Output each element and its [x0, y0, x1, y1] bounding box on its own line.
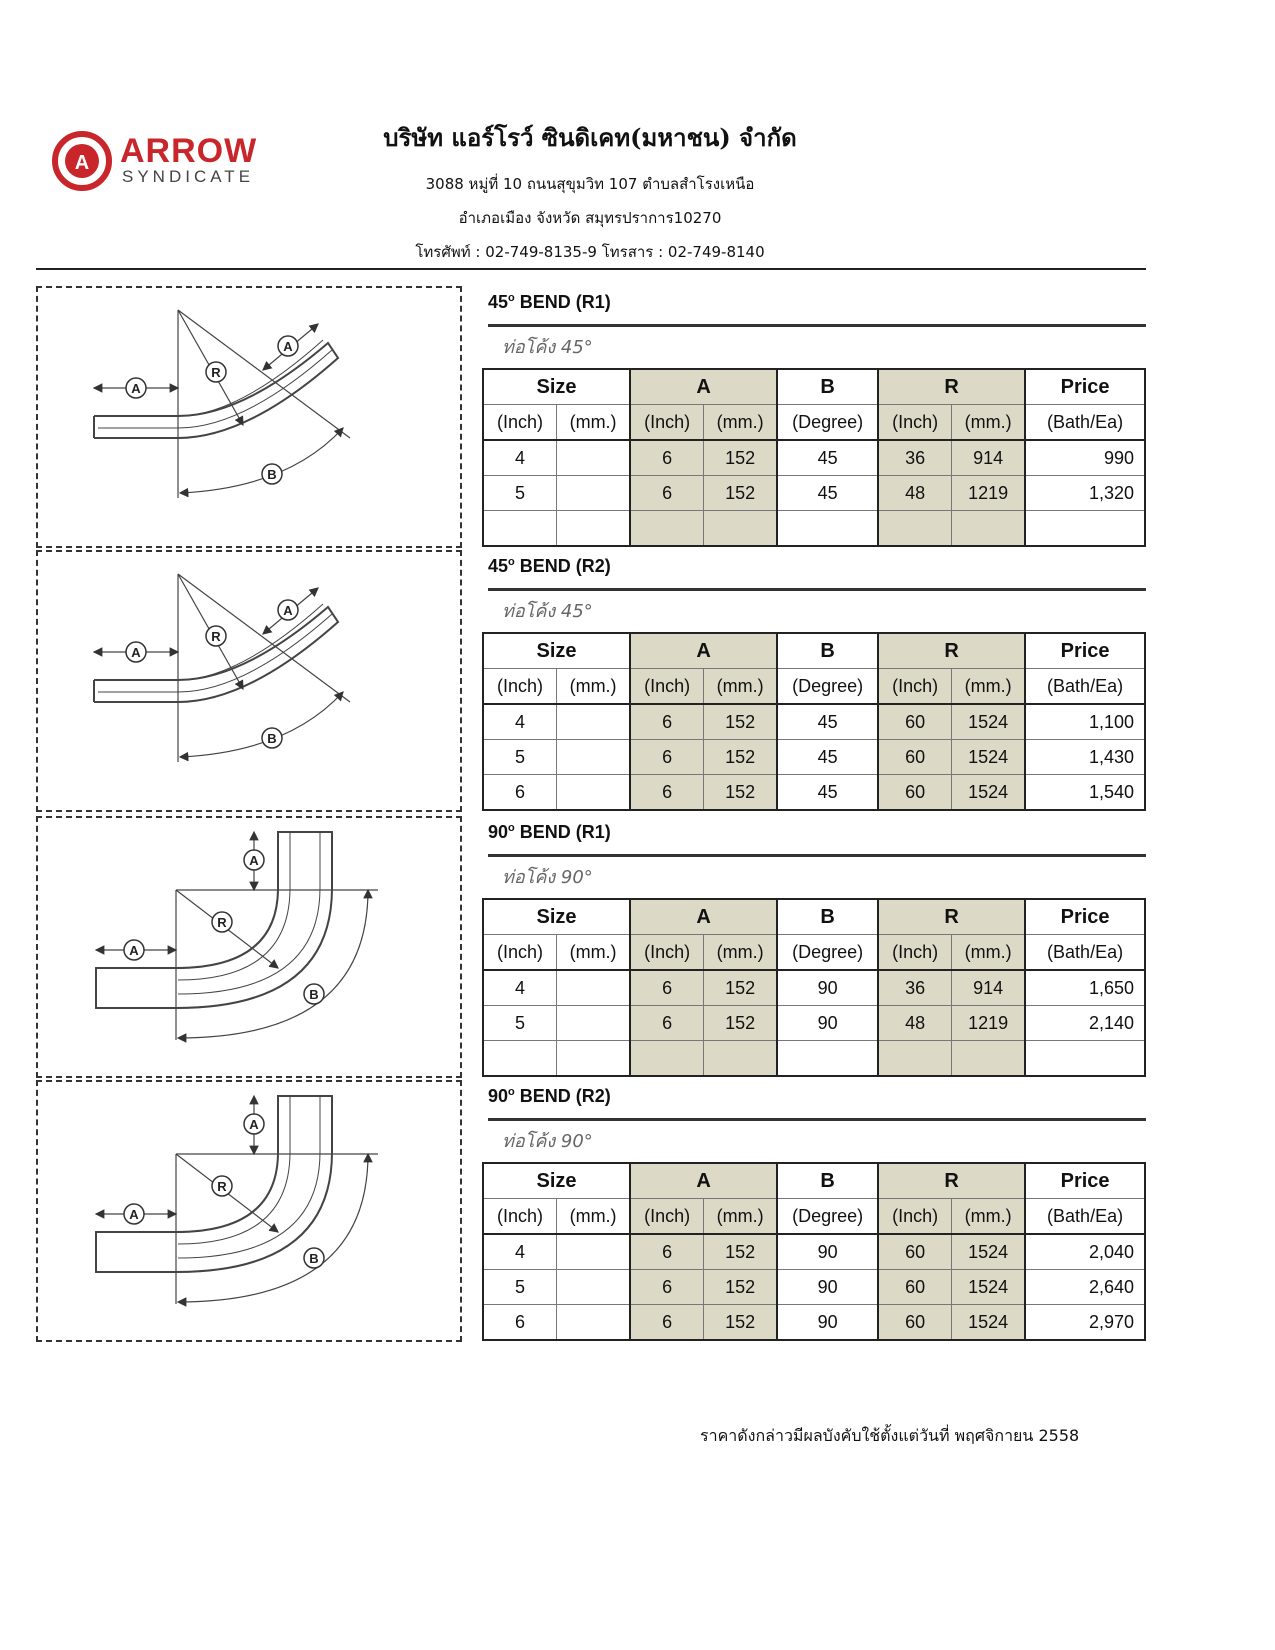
r-mm-cell: 914 — [952, 440, 1026, 476]
pipe-bend-45-drawing — [94, 310, 350, 498]
unit-inch: (Inch) — [483, 669, 557, 705]
price-cell: 1,650 — [1025, 970, 1145, 1006]
table-header-row — [483, 899, 1145, 935]
size-inch-cell: 6 — [483, 1305, 557, 1341]
size-inch-cell: 5 — [483, 1006, 557, 1041]
table-unit-row — [483, 1199, 1145, 1235]
dim-label-r — [206, 362, 226, 382]
a-inch-cell — [630, 511, 704, 547]
bend-angle: 90 — [488, 822, 509, 842]
a-mm-cell: 152 — [704, 1006, 778, 1041]
price-cell: 2,640 — [1025, 1270, 1145, 1305]
col-header-a: A — [630, 633, 777, 669]
svg-text:A: A — [249, 853, 259, 868]
r-inch-cell: 60 — [878, 1305, 952, 1341]
table-row — [483, 1234, 1145, 1270]
unit-mm: (mm.) — [557, 1199, 631, 1235]
dim-label-r — [206, 626, 226, 646]
col-header-price: Price — [1025, 899, 1145, 935]
unit-bath: (Bath/Ea) — [1025, 935, 1145, 971]
header-divider — [36, 268, 1146, 270]
dim-label-b — [304, 984, 324, 1004]
svg-text:R: R — [211, 629, 221, 644]
table-row — [483, 511, 1145, 547]
unit-inch: (Inch) — [630, 935, 704, 971]
svg-text:A: A — [249, 1117, 259, 1132]
size-mm-cell — [557, 440, 631, 476]
svg-text:A: A — [129, 943, 139, 958]
unit-inch: (Inch) — [630, 669, 704, 705]
degree-mark: o — [508, 556, 515, 568]
r-inch-cell: 36 — [878, 970, 952, 1006]
unit-mm: (mm.) — [952, 935, 1026, 971]
unit-inch: (Inch) — [483, 1199, 557, 1235]
r-inch-cell: 48 — [878, 476, 952, 511]
b-degree-cell: 90 — [777, 1305, 878, 1341]
b-degree-cell: 90 — [777, 1270, 878, 1305]
contact-line: โทรศัพท์ : 02-749-8135-9 โทรสาร : 02-749-8140 — [415, 243, 765, 261]
dim-label-b — [304, 1248, 324, 1268]
r-mm-cell: 914 — [952, 970, 1026, 1006]
dim-label-b — [262, 728, 282, 748]
svg-text:R: R — [217, 1179, 227, 1194]
r-inch-cell — [878, 511, 952, 547]
svg-text:A: A — [283, 603, 293, 618]
pipe-bend-90-drawing — [96, 832, 378, 1040]
table-unit-row — [483, 405, 1145, 441]
r-inch-cell — [878, 1041, 952, 1077]
size-inch-cell: 4 — [483, 440, 557, 476]
col-header-size: Size — [483, 1163, 630, 1199]
svg-text:A: A — [131, 645, 141, 660]
company-name: บริษัท แอร์โรว์ ซินดิเคท(มหาชน) จำกัด — [383, 123, 797, 152]
size-mm-cell — [557, 704, 631, 740]
b-degree-cell: 45 — [777, 440, 878, 476]
price-cell: 1,320 — [1025, 476, 1145, 511]
size-mm-cell — [557, 476, 631, 511]
logo-main-text: ARROW — [120, 132, 258, 170]
bend-section — [36, 286, 1146, 550]
dim-label-r — [212, 1176, 232, 1196]
b-degree-cell — [777, 511, 878, 547]
unit-degree: (Degree) — [777, 935, 878, 971]
unit-bath: (Bath/Ea) — [1025, 1199, 1145, 1235]
unit-bath: (Bath/Ea) — [1025, 669, 1145, 705]
b-degree-cell — [777, 1041, 878, 1077]
size-inch-cell: 5 — [483, 740, 557, 775]
svg-text:A: A — [131, 381, 141, 396]
dim-label-a — [126, 642, 146, 662]
unit-mm: (mm.) — [704, 935, 778, 971]
section-title — [488, 292, 611, 313]
price-cell: 1,540 — [1025, 775, 1145, 811]
table-unit-row — [483, 935, 1145, 971]
r-mm-cell: 1524 — [952, 704, 1026, 740]
r-mm-cell — [952, 511, 1026, 547]
bend-type: BEND (R1) — [514, 822, 611, 842]
bend-diagram — [36, 816, 462, 1078]
section-title — [488, 556, 611, 577]
b-degree-cell: 45 — [777, 476, 878, 511]
r-mm-cell: 1219 — [952, 476, 1026, 511]
r-inch-cell: 60 — [878, 775, 952, 811]
bend-diagram — [36, 286, 462, 548]
a-inch-cell: 6 — [630, 775, 704, 811]
unit-mm: (mm.) — [704, 1199, 778, 1235]
size-mm-cell — [557, 740, 631, 775]
section-divider — [488, 1118, 1146, 1121]
dim-label-a — [126, 378, 146, 398]
price-cell: 1,100 — [1025, 704, 1145, 740]
unit-inch: (Inch) — [483, 935, 557, 971]
a-mm-cell: 152 — [704, 1270, 778, 1305]
price-cell: 2,970 — [1025, 1305, 1145, 1341]
size-inch-cell: 4 — [483, 704, 557, 740]
bend-angle: 45 — [488, 556, 509, 576]
unit-inch: (Inch) — [630, 405, 704, 441]
r-inch-cell: 60 — [878, 740, 952, 775]
r-inch-cell: 60 — [878, 1234, 952, 1270]
section-divider — [488, 854, 1146, 857]
section-title — [488, 1086, 611, 1107]
a-inch-cell — [630, 1041, 704, 1077]
address-line-2: อำเภอเมือง จังหวัด สมุทรปราการ10270 — [458, 209, 722, 227]
size-inch-cell: 4 — [483, 1234, 557, 1270]
svg-text:B: B — [309, 987, 319, 1002]
table-row — [483, 1305, 1145, 1341]
col-header-b: B — [777, 633, 878, 669]
unit-mm: (mm.) — [557, 669, 631, 705]
col-header-r: R — [878, 1163, 1025, 1199]
bend-type: BEND (R2) — [514, 1086, 611, 1106]
table-row — [483, 740, 1145, 775]
table-row — [483, 775, 1145, 811]
degree-mark: o — [508, 292, 515, 304]
table-row — [483, 1006, 1145, 1041]
a-mm-cell: 152 — [704, 440, 778, 476]
dim-label-r — [212, 912, 232, 932]
r-mm-cell: 1524 — [952, 1234, 1026, 1270]
table-row — [483, 1270, 1145, 1305]
unit-mm: (mm.) — [557, 405, 631, 441]
bend-diagram — [36, 550, 462, 812]
arrow-syndicate-logo — [52, 128, 302, 198]
a-mm-cell: 152 — [704, 704, 778, 740]
b-degree-cell: 90 — [777, 1006, 878, 1041]
a-mm-cell: 152 — [704, 775, 778, 811]
dim-label-a — [278, 600, 298, 620]
r-mm-cell: 1524 — [952, 775, 1026, 811]
spec-price-table — [482, 898, 1146, 1077]
col-header-b: B — [777, 1163, 878, 1199]
dim-label-b — [262, 464, 282, 484]
bend-angle: 90 — [488, 1086, 509, 1106]
pipe-bend-90-drawing — [96, 1096, 378, 1304]
col-header-r: R — [878, 899, 1025, 935]
dim-label-a — [244, 1114, 264, 1134]
col-header-size: Size — [483, 369, 630, 405]
unit-mm: (mm.) — [704, 405, 778, 441]
svg-text:B: B — [267, 731, 277, 746]
a-inch-cell: 6 — [630, 1234, 704, 1270]
bend-type: BEND (R1) — [514, 292, 611, 312]
spec-price-table — [482, 632, 1146, 811]
degree-mark: o — [508, 822, 515, 834]
col-header-price: Price — [1025, 1163, 1145, 1199]
price-cell: 990 — [1025, 440, 1145, 476]
unit-bath: (Bath/Ea) — [1025, 405, 1145, 441]
size-mm-cell — [557, 775, 631, 811]
table-row — [483, 970, 1145, 1006]
unit-mm: (mm.) — [952, 405, 1026, 441]
section-divider — [488, 324, 1146, 327]
price-cell — [1025, 511, 1145, 547]
table-header-row — [483, 633, 1145, 669]
col-header-size: Size — [483, 899, 630, 935]
price-cell: 2,140 — [1025, 1006, 1145, 1041]
section-divider — [488, 588, 1146, 591]
unit-mm: (mm.) — [557, 935, 631, 971]
a-inch-cell: 6 — [630, 704, 704, 740]
table-row — [483, 440, 1145, 476]
size-mm-cell — [557, 1006, 631, 1041]
bend-section — [36, 550, 1146, 814]
col-header-a: A — [630, 369, 777, 405]
a-mm-cell: 152 — [704, 740, 778, 775]
unit-inch: (Inch) — [878, 669, 952, 705]
unit-mm: (mm.) — [952, 1199, 1026, 1235]
logo-sub-text: SYNDICATE — [122, 167, 255, 186]
unit-inch: (Inch) — [878, 935, 952, 971]
a-inch-cell: 6 — [630, 970, 704, 1006]
col-header-price: Price — [1025, 633, 1145, 669]
r-mm-cell: 1524 — [952, 1270, 1026, 1305]
size-mm-cell — [557, 970, 631, 1006]
unit-inch: (Inch) — [878, 1199, 952, 1235]
unit-mm: (mm.) — [952, 669, 1026, 705]
r-mm-cell: 1219 — [952, 1006, 1026, 1041]
a-inch-cell: 6 — [630, 1305, 704, 1341]
col-header-r: R — [878, 369, 1025, 405]
unit-degree: (Degree) — [777, 669, 878, 705]
table-row — [483, 1041, 1145, 1077]
size-inch-cell — [483, 1041, 557, 1077]
size-inch-cell: 4 — [483, 970, 557, 1006]
col-header-price: Price — [1025, 369, 1145, 405]
size-mm-cell — [557, 511, 631, 547]
col-header-size: Size — [483, 633, 630, 669]
spec-price-table — [482, 368, 1146, 547]
price-cell: 2,040 — [1025, 1234, 1145, 1270]
table-header-row — [483, 369, 1145, 405]
col-header-b: B — [777, 899, 878, 935]
b-degree-cell: 90 — [777, 970, 878, 1006]
size-inch-cell: 5 — [483, 476, 557, 511]
col-header-a: A — [630, 1163, 777, 1199]
size-mm-cell — [557, 1234, 631, 1270]
a-mm-cell: 152 — [704, 1234, 778, 1270]
bend-diagram — [36, 1080, 462, 1342]
size-inch-cell — [483, 511, 557, 547]
section-subtitle-thai: ท่อโค้ง 90° — [502, 867, 593, 888]
a-mm-cell: 152 — [704, 1305, 778, 1341]
b-degree-cell: 45 — [777, 775, 878, 811]
dim-label-a — [124, 940, 144, 960]
size-inch-cell: 6 — [483, 775, 557, 811]
degree-mark: o — [508, 1086, 515, 1098]
price-cell: 1,430 — [1025, 740, 1145, 775]
size-mm-cell — [557, 1270, 631, 1305]
address-line-1: 3088 หมู่ที่ 10 ถนนสุขุมวิท 107 ตำบลสำโรงเหนือ — [425, 175, 755, 193]
unit-inch: (Inch) — [630, 1199, 704, 1235]
a-mm-cell: 152 — [704, 476, 778, 511]
svg-text:B: B — [267, 467, 277, 482]
r-mm-cell — [952, 1041, 1026, 1077]
bend-type: BEND (R2) — [514, 556, 611, 576]
col-header-a: A — [630, 899, 777, 935]
svg-text:A: A — [129, 1207, 139, 1222]
a-inch-cell: 6 — [630, 440, 704, 476]
r-inch-cell: 60 — [878, 704, 952, 740]
unit-inch: (Inch) — [483, 405, 557, 441]
col-header-b: B — [777, 369, 878, 405]
unit-degree: (Degree) — [777, 1199, 878, 1235]
table-unit-row — [483, 669, 1145, 705]
dim-label-a — [278, 336, 298, 356]
size-inch-cell: 5 — [483, 1270, 557, 1305]
svg-text:R: R — [217, 915, 227, 930]
a-inch-cell: 6 — [630, 476, 704, 511]
svg-text:A: A — [283, 339, 293, 354]
a-mm-cell — [704, 511, 778, 547]
size-mm-cell — [557, 1041, 631, 1077]
b-degree-cell: 45 — [777, 704, 878, 740]
r-inch-cell: 60 — [878, 1270, 952, 1305]
bend-angle: 45 — [488, 292, 509, 312]
size-mm-cell — [557, 1305, 631, 1341]
unit-degree: (Degree) — [777, 405, 878, 441]
svg-text:B: B — [309, 1251, 319, 1266]
section-title — [488, 822, 611, 843]
a-inch-cell: 6 — [630, 1006, 704, 1041]
spec-price-table — [482, 1162, 1146, 1341]
r-inch-cell: 36 — [878, 440, 952, 476]
table-header-row — [483, 1163, 1145, 1199]
dim-label-a — [124, 1204, 144, 1224]
svg-text:R: R — [211, 365, 221, 380]
pipe-bend-45-drawing — [94, 574, 350, 762]
b-degree-cell: 90 — [777, 1234, 878, 1270]
price-cell — [1025, 1041, 1145, 1077]
b-degree-cell: 45 — [777, 740, 878, 775]
r-inch-cell: 48 — [878, 1006, 952, 1041]
bend-section — [36, 816, 1146, 1080]
table-row — [483, 476, 1145, 511]
table-row — [483, 704, 1145, 740]
section-subtitle-thai: ท่อโค้ง 45° — [502, 601, 593, 622]
a-mm-cell: 152 — [704, 970, 778, 1006]
col-header-r: R — [878, 633, 1025, 669]
section-subtitle-thai: ท่อโค้ง 45° — [502, 337, 593, 358]
a-mm-cell — [704, 1041, 778, 1077]
r-mm-cell: 1524 — [952, 740, 1026, 775]
a-inch-cell: 6 — [630, 1270, 704, 1305]
a-inch-cell: 6 — [630, 740, 704, 775]
effective-date-note: ราคาดังกล่าวมีผลบังคับใช้ตั้งแต่วันที่ พฤศจิกายน 2558 — [700, 1426, 1080, 1445]
unit-inch: (Inch) — [878, 405, 952, 441]
unit-mm: (mm.) — [704, 669, 778, 705]
bend-section — [36, 1080, 1146, 1344]
r-mm-cell: 1524 — [952, 1305, 1026, 1341]
logo-letter: A — [74, 152, 90, 174]
section-subtitle-thai: ท่อโค้ง 90° — [502, 1131, 593, 1152]
dim-label-a — [244, 850, 264, 870]
